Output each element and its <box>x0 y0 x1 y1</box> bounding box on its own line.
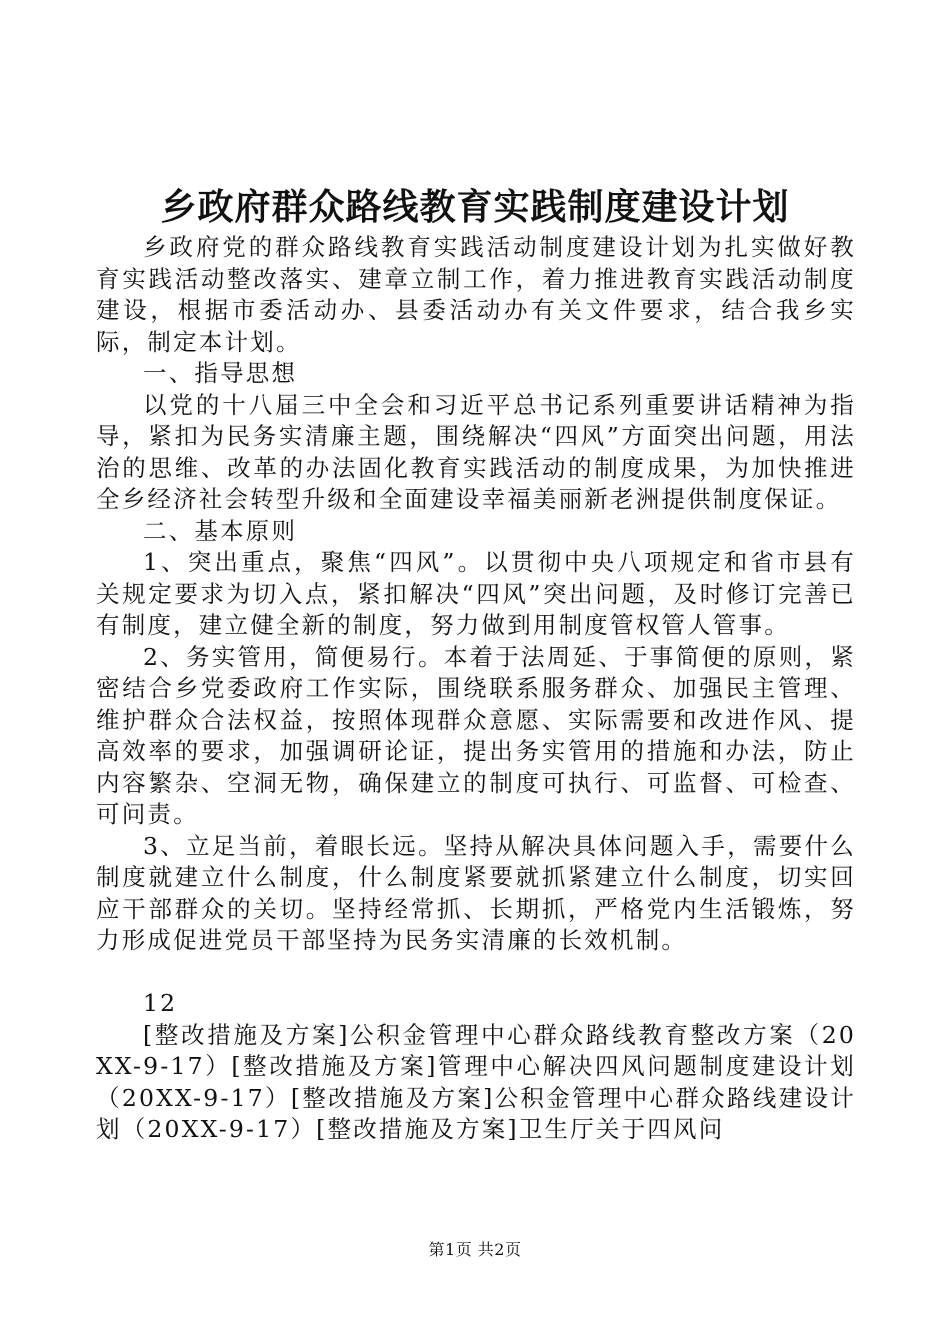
document-title: 乡政府群众路线教育实践制度建设计划 <box>160 186 790 228</box>
blank-line <box>96 957 856 989</box>
section-heading-guiding-thought: 一、指导思想 <box>143 359 298 387</box>
principle-2-paragraph: 2、务实管用，简便易行。本着于法周延、于事简便的原则，紧密结合乡党委政府工作实际，围绕联系服务群众、加强民主管理、维护群众合法权益，按照体现群众意愿、实际需要和改进作风、提高效率的要求，加强调研论证，提出务实管用的措施和办法，防止内容繁杂、空洞无物，确保建立的制度可执行、可监督、可检查、可问责。 <box>96 642 856 828</box>
guiding-thought-paragraph: 以党的十八届三中全会和习近平总书记系列重要讲话精神为指导，紧扣为民务实清廉主题，围绕解决“四风”方面突出问题，用法治的思维、改革的办法固化教育实践活动的制度成果，为加快推进全乡经济社会转型升级和全面建设幸福美丽新老洲提供制度保证。 <box>96 390 856 513</box>
principle-1-paragraph: 1、突出重点，聚焦“四风”。以贯彻中央八项规定和省市县有关规定要求为切入点，紧扣解决“四风”突出问题，及时修订完善已有制度，建立健全新的制度，努力做到用制度管权管人管事。 <box>96 548 856 639</box>
principle-3-paragraph: 3、立足当前，着眼长远。坚持从解决具体问题入手，需要什么制度就建立什么制度，什么制度紧要就抓紧建立什么制度，切实回应干部群众的关切。坚持经常抓、长期抓，严格党内生活锻炼，努力形成促进党员干部坚持为民务实清廉的长效机制。 <box>96 831 856 954</box>
document-body <box>96 232 856 1146</box>
intro-paragraph: 乡政府党的群众路线教育实践活动制度建设计划为扎实做好教育实践活动整改落实、建章立制工作，着力推进教育实践活动制度建设，根据市委活动办、县委活动办有关文件要求，结合我乡实际，制定本计划。 <box>96 233 856 356</box>
page-footer: 第1页 共2页 <box>428 1240 522 1259</box>
section-heading-basic-principles: 二、基本原则 <box>143 516 298 545</box>
related-articles-paragraph: [整改措施及方案]公积金管理中心群众路线教育整改方案（20XX-9-17）[整改措施及方案]管理中心解决四风问题制度建设计划（20XX-9-17）[整改措施及方案]公积金管理中心群众路线建设计划（20XX-9-17）[整改措施及方案]卫生厅关于四风问 <box>96 1020 856 1143</box>
number-line: 12 <box>143 989 178 1017</box>
